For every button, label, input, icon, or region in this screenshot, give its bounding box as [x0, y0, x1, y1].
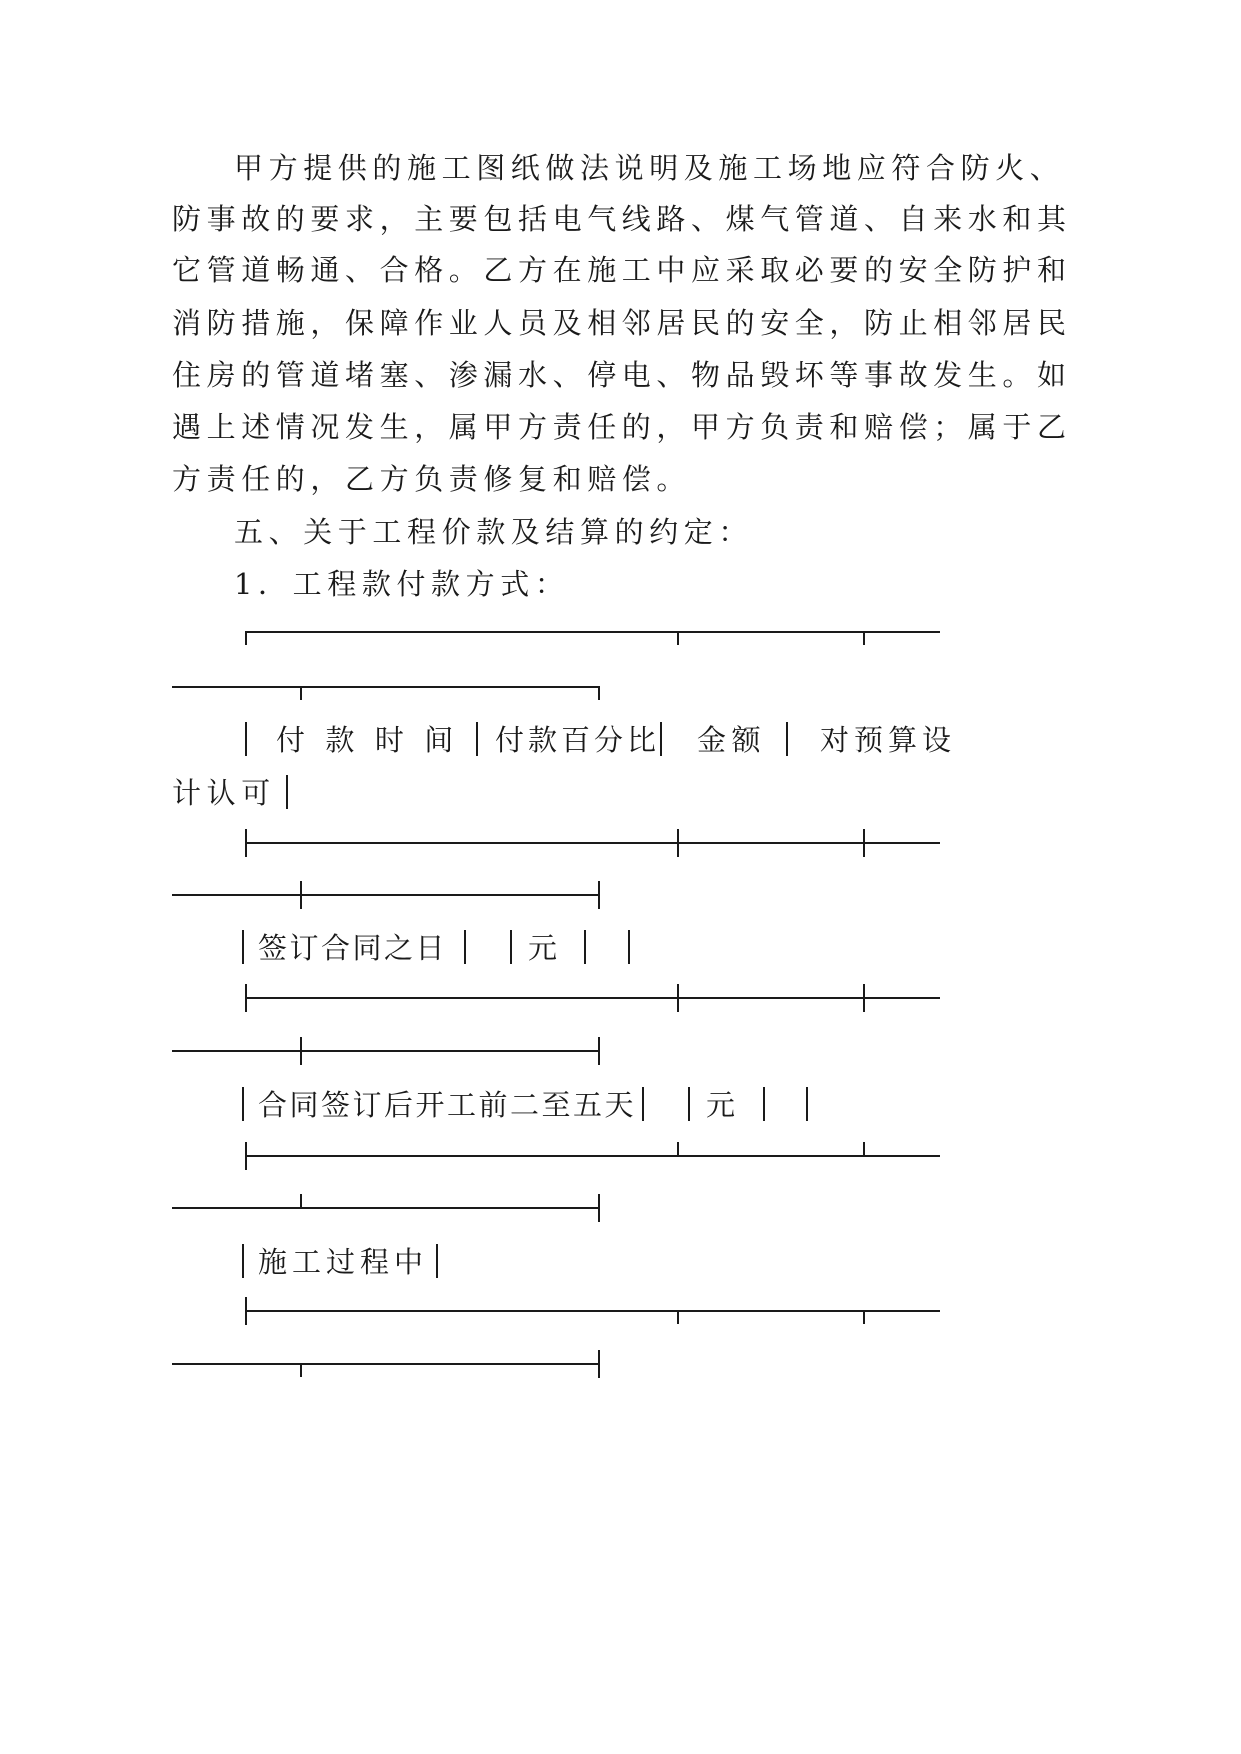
table-cell-divider — [642, 1087, 644, 1121]
table-row-amount-unit: 元 — [706, 1088, 736, 1122]
table-border-joint — [300, 1194, 302, 1208]
table-border-joint — [245, 1297, 247, 1325]
table-border-joint — [598, 1037, 600, 1065]
table-row-time: 签订合同之日 — [258, 931, 448, 965]
table-row-time: 施工过程中 — [258, 1245, 429, 1279]
table-border-bottom-continued — [172, 1363, 600, 1365]
table-border-row — [245, 842, 940, 844]
paragraph-line: 甲方提供的施工图纸做法说明及施工场地应符合防火、 — [234, 151, 1065, 185]
table-border-row — [245, 1155, 940, 1157]
table-cell-divider — [510, 930, 512, 964]
paragraph-line: 方责任的，乙方负责修复和赔偿。 — [172, 462, 692, 496]
table-border-joint — [300, 881, 302, 909]
table-border-row-continued — [172, 1050, 600, 1052]
table-cell-divider — [786, 722, 788, 756]
table-cell-divider — [688, 1087, 690, 1121]
table-cell-divider — [242, 1087, 244, 1121]
table-border-bottom — [245, 1310, 940, 1312]
table-row-amount-unit: 元 — [528, 931, 558, 965]
table-border-joint — [598, 881, 600, 909]
table-border-joint — [863, 1142, 865, 1156]
table-cell-divider — [436, 1244, 438, 1278]
paragraph-line: 住房的管道堵塞、渗漏水、停电、物品毁坏等事故发生。如 — [172, 358, 1072, 392]
table-border-joint — [677, 984, 679, 1012]
table-border-joint — [598, 1194, 600, 1222]
table-cell-divider — [464, 930, 466, 964]
table-cell-divider — [584, 930, 586, 964]
table-border-joint — [245, 829, 247, 857]
paragraph-line: 它管道畅通、合格。乙方在施工中应采取必要的安全防护和 — [172, 253, 1072, 287]
table-cell-divider — [806, 1087, 808, 1121]
table-cell-divider — [476, 722, 478, 756]
table-cell-divider — [660, 722, 662, 756]
subheading: 1．工程款付款方式： — [234, 567, 570, 601]
table-border-joint — [863, 829, 865, 857]
section-heading: 五、关于工程价款及结算的约定： — [234, 515, 754, 549]
table-border-joint — [677, 829, 679, 857]
table-border-top-continued — [172, 686, 600, 688]
paragraph-line: 遇上述情况发生，属甲方责任的，甲方负责和赔偿；属于乙 — [172, 410, 1072, 444]
table-border-joint — [677, 1142, 679, 1156]
table-header-percentage: 付款百分比 — [495, 723, 661, 757]
table-border-top — [245, 631, 940, 633]
table-header-amount: 金额 — [697, 723, 767, 757]
table-header-approval: 对预算设 — [820, 723, 957, 757]
table-border-joint — [245, 984, 247, 1012]
table-header-approval-continued: 计认可 — [172, 776, 276, 810]
table-cell-divider — [242, 930, 244, 964]
table-cell-divider — [245, 722, 247, 756]
table-border-row-continued — [172, 1207, 600, 1209]
table-border-corner — [245, 631, 247, 645]
table-cell-divider — [286, 775, 288, 809]
table-cell-divider — [628, 930, 630, 964]
table-border-joint — [300, 1037, 302, 1065]
table-border-joint — [863, 631, 865, 645]
table-border-joint — [677, 1310, 679, 1324]
table-border-row — [245, 997, 940, 999]
paragraph-line: 防事故的要求，主要包括电气线路、煤气管道、自来水和其 — [172, 202, 1072, 236]
table-header-time: 付 款 时 间 — [276, 723, 459, 757]
table-border-corner — [598, 1350, 600, 1378]
table-border-joint — [300, 1363, 302, 1377]
table-border-joint — [677, 631, 679, 645]
table-row-time: 合同签订后开工前二至五天 — [258, 1088, 637, 1122]
table-border-joint — [300, 686, 302, 700]
table-border-joint — [245, 1142, 247, 1170]
table-border-joint — [863, 1310, 865, 1324]
table-border-corner — [598, 686, 600, 700]
table-cell-divider — [763, 1087, 765, 1121]
table-border-joint — [863, 984, 865, 1012]
paragraph-line: 消防措施，保障作业人员及相邻居民的安全，防止相邻居民 — [172, 306, 1072, 340]
table-cell-divider — [242, 1244, 244, 1278]
table-border-row-continued — [172, 894, 600, 896]
